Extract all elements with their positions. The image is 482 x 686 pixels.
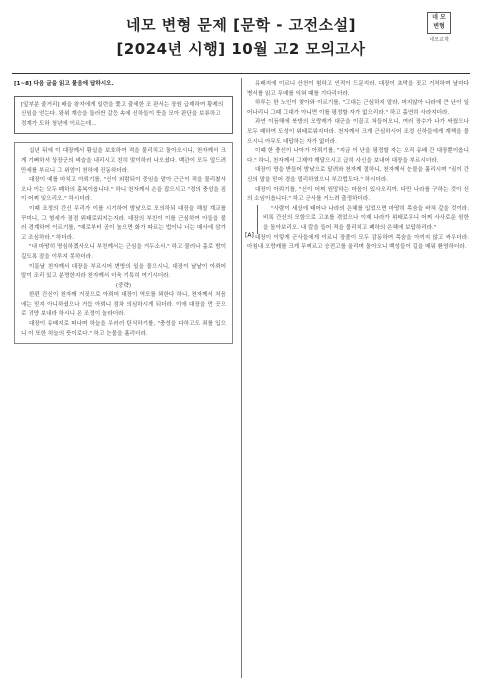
bracket-a-section: [245, 205, 469, 239]
exam-subtitle: [2024년 시행] 10월 고2 모의고사: [116, 40, 366, 58]
logo-caption: 네모교재: [429, 37, 449, 43]
passage-box: [14, 142, 233, 344]
passage-paragraph: 과연 이듬해에 북방의 오랑캐가 대군을 이끌고 쳐들어오니, 여러 장수가 나가 싸웠으나 모두 패하여 도성이 위태로워지더라. 천자께서 크게 근심하시어 조정 신하들에게 계책을 물으시니 아무도 대답하는 자가 없더라.: [247, 119, 469, 145]
left-column: [14, 80, 233, 344]
header-divider: [12, 73, 470, 74]
publisher-logo: [420, 12, 458, 43]
passage-paragraph: 대장이 명을 받들어 밤낮으로 달려와 천자께 절하니, 천자께서 눈물을 흘리시며 "짐이 간신의 말을 믿어 경을 멀리하였으니 부끄럽도다." 하시더라.: [247, 167, 469, 183]
plot-summary-box: [앞부분 줄거리] 배을 왕자에게 일련을 쫓고 출세한 조 판서는 장원 급제하여 황제의 신임을 얻는다. 왕위 계승을 둘러싼 갈등 속에 신하들이 뜻을 모아 판단을 보류하고 정계가 도하 청년에 이르는데…: [14, 96, 233, 135]
passage-paragraph: 대장이 예를 마치고 아뢰기를, "신이 외람되이 중임을 맡아 근근이 적을 물리쳤사오나 이는 모두 폐하의 홍복이옵니다." 하니 천자께서 손을 잡으시고 "경의 충성을 짐이 어찌 잊으리오." 하시더라.: [21, 177, 226, 203]
omission-marker: (중략): [115, 282, 132, 289]
passage-paragraph: 한편 간신이 천자께 거짓으로 아뢰어 대장이 역모를 꾀한다 하니, 천자께서 처음에는 믿지 아니하셨으나 거듭 아뢰니 점차 의심하시게 되더라. 이에 대장을 먼 곳으로 귀양 보내라 하시니 온 조정이 놀라더라.: [21, 292, 226, 318]
question-instruction: [1~8] 다음 글을 읽고 물음에 답하시오.: [14, 81, 114, 87]
page-header: [0, 0, 482, 68]
bracket-a-text: "사람이 세상에 태어나 나라의 은혜를 입었으면 마땅히 목숨을 바쳐 갚을 것이라. 비록 간신의 모함으로 고초를 겪었으나 이제 나라가 위태로우니 어찌 사사로운 원한을 돌아보리오. 내 칼을 들어 적을 물리치고 폐하의 은혜에 보답하리라.": [263, 205, 469, 231]
passage-paragraph: 하루는 한 노인이 찾아와 이르기를, "그대는 근심하지 말라. 머지않아 나라에 큰 난이 일어나리니 그때 그대가 아니면 이를 평정할 자가 없으리라." 하고 홀연히 사라지더라.: [247, 100, 469, 116]
passage-paragraph: 이때 한 충신이 나아가 아뢰기를, "지금 이 난을 평정할 자는 오직 유배 간 대장뿐이옵니다." 하니, 천자께서 그제야 깨달으시고 급히 사신을 보내어 대장을 부르시더라.: [247, 148, 469, 164]
column-divider: [241, 78, 242, 678]
passage-paragraph: 대장이 유배지로 떠나며 하늘을 우러러 탄식하기를, "충성을 다하고도 죄를 입으니 이 또한 하늘의 뜻이로다." 하고 눈물을 흘리더라.: [21, 321, 226, 337]
passage-paragraph: 대장이 이렇게 군사들에게 이르니 장졸이 모두 감동하여 목숨을 아끼지 않고 싸우더라. 마침내 오랑캐를 크게 무찌르고 승전고를 울리며 돌아오니 백성들이 길을 메워 환영하더라.: [247, 234, 469, 251]
passage-paragraph: 유배지에 이르니 산천이 험하고 인적이 드문지라. 대장이 초막을 짓고 거처하며 날마다 병서를 읽고 무예를 익혀 때를 기다리더라.: [247, 81, 469, 97]
passage-paragraph: 이때 조정의 간신 무리가 이를 시기하여 밤낮으로 모의하되 대장을 해칠 계교를 꾸미니, 그 형세가 점점 위태로워지는지라. 대장의 부친이 이를 근심하여 아들을 불러 경계하여 이르기를, "예로부터 공이 높으면 화가 따르는 법이니 너는 매사에 삼가고 조심하라." 하더라.: [21, 205, 226, 241]
page-title: 네모 변형 문제 [문학 - 고전소설]: [126, 16, 356, 34]
bracket-a-label: [A]: [245, 231, 254, 239]
passage-paragraph: 대장이 아뢰기를, "신이 어찌 원망하는 마음이 있사오리까. 다만 나라를 구하는 것이 신의 소임이옵니다." 하고 군사를 거느려 출정하더라.: [247, 186, 469, 203]
right-column: [247, 80, 469, 253]
logo-mark: 네 모 변형: [427, 12, 451, 34]
passage-paragraph: "내 마땅히 명심하겠사오니 부친께서는 근심을 거두소서." 하고 물러나 홀로 밤이 깊도록 잠을 이루지 못하더라.: [21, 244, 226, 260]
passage-paragraph: 이튿날 천자께서 대장을 부르시어 변방의 일을 물으시니, 대장이 낱낱이 아뢰어 말이 조리 있고 분명한지라 천자께서 더욱 기특히 여기시더라.: [21, 263, 226, 280]
passage-paragraph: 십년 뒤에 이 대장께서 황실을 보호하여 적을 물리치고 돌아오시니, 천자께서 크게 기뻐하셔 상장군의 벼슬을 내리시고 친히 맞이하러 나오셨다. 백관이 모두 엎드려 만세를 부르니 그 위엄이 천하에 진동하더라.: [21, 148, 226, 174]
